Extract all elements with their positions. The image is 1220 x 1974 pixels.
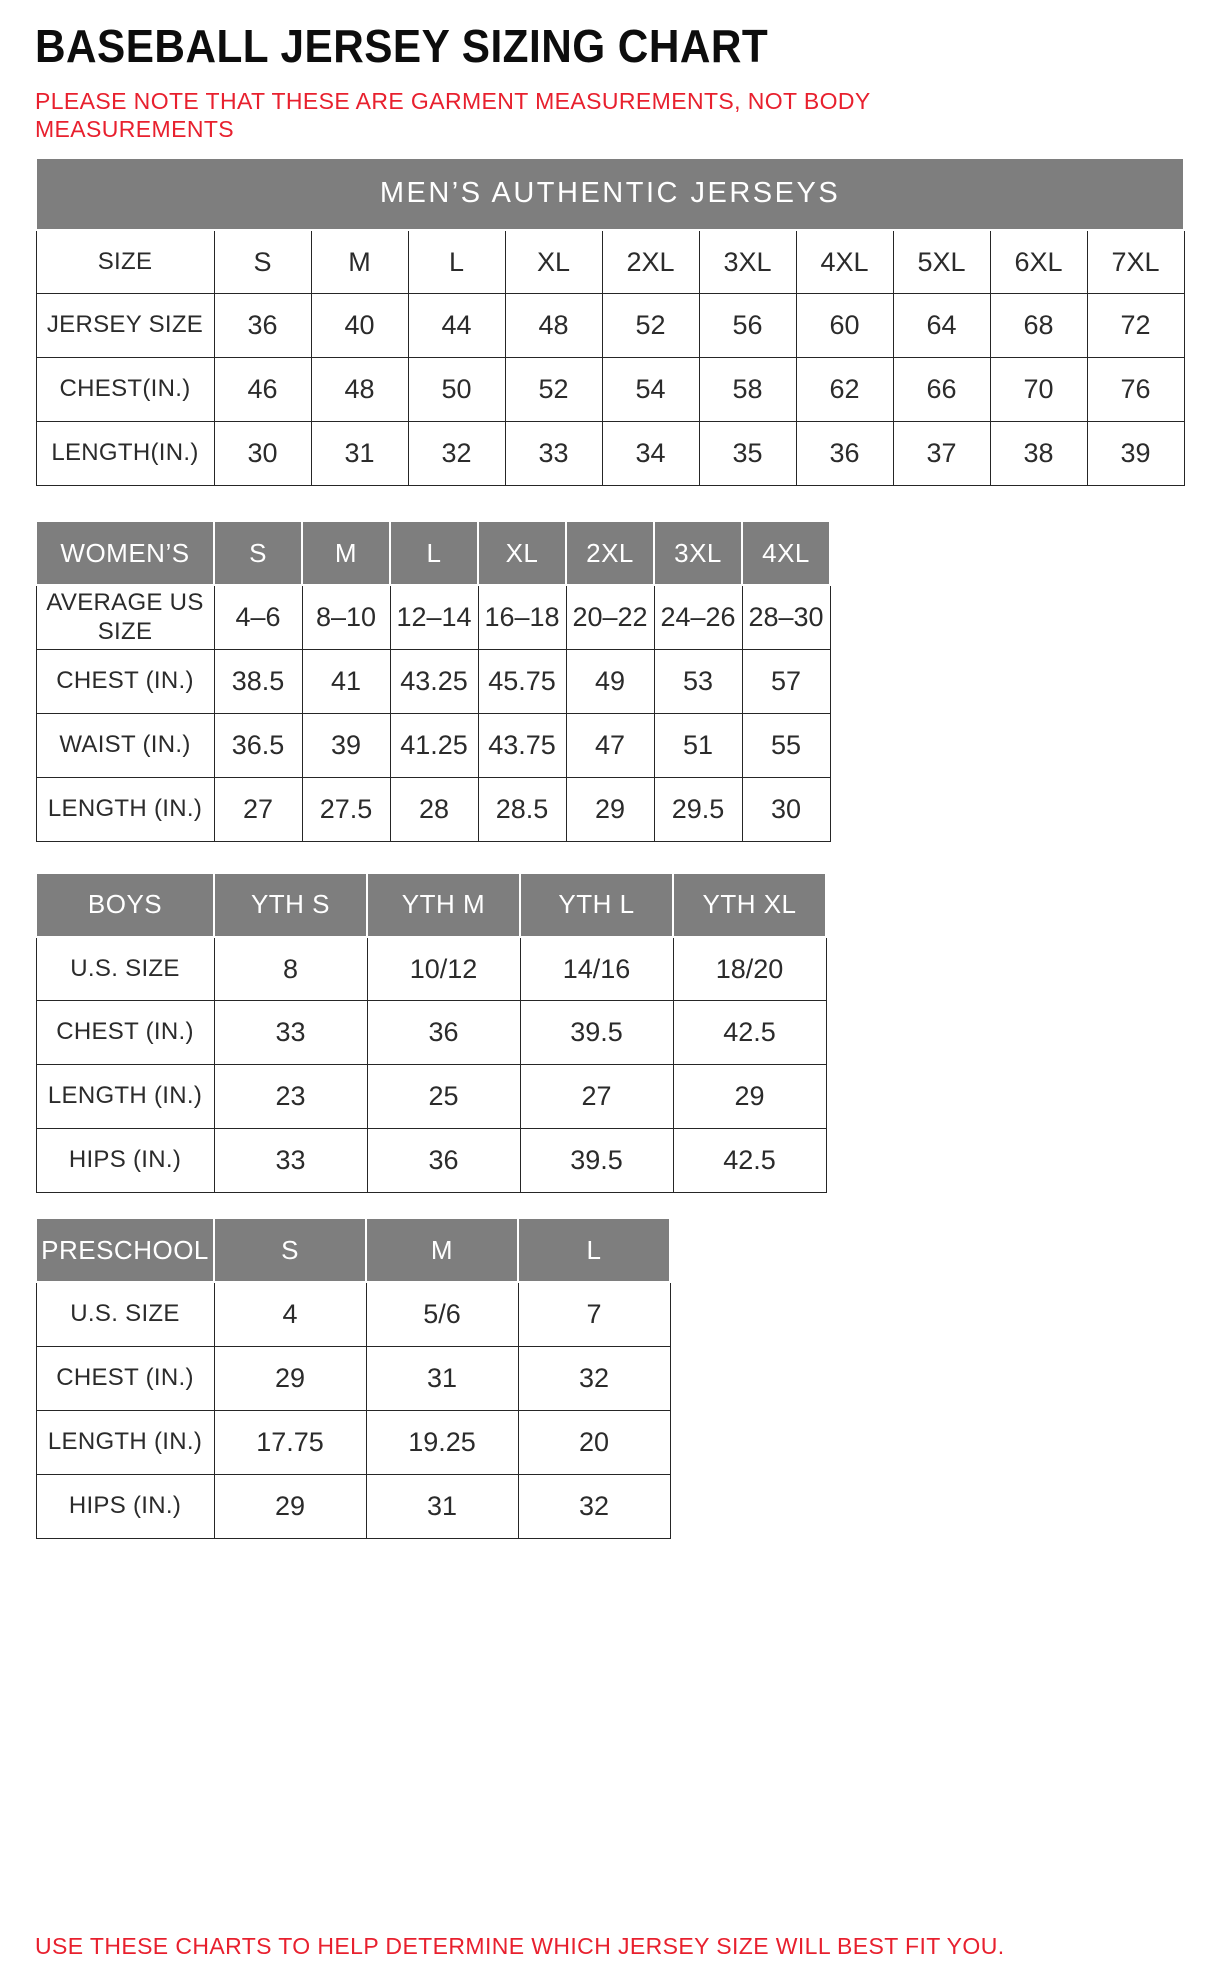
value-cell: 28 [390, 777, 478, 841]
column-header: YTH XL [673, 873, 826, 937]
row-label: SIZE [36, 230, 214, 294]
size-cell: 2XL [602, 230, 699, 294]
table-row [36, 585, 830, 649]
table-row [36, 422, 1184, 486]
preschool-table-title: PRESCHOOL [36, 1218, 214, 1282]
value-cell: 28–30 [742, 585, 830, 649]
row-label: WAIST (IN.) [36, 713, 214, 777]
value-cell: 33 [505, 422, 602, 486]
value-cell: 4–6 [214, 585, 302, 649]
size-cell: XL [505, 230, 602, 294]
value-cell: 35 [699, 422, 796, 486]
value-cell: 29 [214, 1346, 366, 1410]
row-label: LENGTH(IN.) [36, 422, 214, 486]
value-cell: 32 [518, 1346, 670, 1410]
measurement-note: PLEASE NOTE THAT THESE ARE GARMENT MEASUREMENTS, NOT BODY MEASUREMENTS [35, 87, 871, 142]
value-cell: 33 [214, 1001, 367, 1065]
boys-table-title: BOYS [36, 873, 214, 937]
value-cell: 48 [311, 358, 408, 422]
value-cell: 42.5 [673, 1001, 826, 1065]
value-cell: 39.5 [520, 1001, 673, 1065]
value-cell: 70 [990, 358, 1087, 422]
table-header-row [36, 1218, 670, 1282]
value-cell: 44 [408, 294, 505, 358]
value-cell: 29.5 [654, 777, 742, 841]
value-cell: 24–26 [654, 585, 742, 649]
table-row [36, 777, 830, 841]
value-cell: 50 [408, 358, 505, 422]
page-title: BASEBALL JERSEY SIZING CHART [35, 20, 769, 72]
value-cell: 18/20 [673, 937, 826, 1001]
value-cell: 27 [520, 1065, 673, 1129]
value-cell: 10/12 [367, 937, 520, 1001]
table-row [36, 649, 830, 713]
value-cell: 54 [602, 358, 699, 422]
size-cell: L [408, 230, 505, 294]
value-cell: 30 [742, 777, 830, 841]
value-cell: 20–22 [566, 585, 654, 649]
row-label: LENGTH (IN.) [36, 777, 214, 841]
value-cell: 19.25 [366, 1410, 518, 1474]
value-cell: 55 [742, 713, 830, 777]
value-cell: 42.5 [673, 1129, 826, 1193]
column-header: M [302, 521, 390, 585]
row-label: LENGTH (IN.) [36, 1065, 214, 1129]
value-cell: 43.25 [390, 649, 478, 713]
size-cell: 5XL [893, 230, 990, 294]
row-label: U.S. SIZE [36, 937, 214, 1001]
column-header: L [390, 521, 478, 585]
value-cell: 34 [602, 422, 699, 486]
size-cell: 7XL [1087, 230, 1184, 294]
row-label: LENGTH (IN.) [36, 1410, 214, 1474]
value-cell: 31 [366, 1474, 518, 1538]
value-cell: 33 [214, 1129, 367, 1193]
row-label: CHEST(IN.) [36, 358, 214, 422]
value-cell: 46 [214, 358, 311, 422]
row-label: HIPS (IN.) [36, 1474, 214, 1538]
row-label: JERSEY SIZE [36, 294, 214, 358]
table-row [36, 1001, 826, 1065]
value-cell: 5/6 [366, 1282, 518, 1346]
value-cell: 17.75 [214, 1410, 366, 1474]
row-label: HIPS (IN.) [36, 1129, 214, 1193]
value-cell: 25 [367, 1065, 520, 1129]
column-header: YTH M [367, 873, 520, 937]
value-cell: 60 [796, 294, 893, 358]
value-cell: 51 [654, 713, 742, 777]
value-cell: 52 [505, 358, 602, 422]
value-cell: 36 [214, 294, 311, 358]
value-cell: 12–14 [390, 585, 478, 649]
column-header: YTH L [520, 873, 673, 937]
value-cell: 64 [893, 294, 990, 358]
table-row [36, 230, 1184, 294]
mens-sizing-table [35, 157, 1185, 487]
value-cell: 38.5 [214, 649, 302, 713]
size-cell: 6XL [990, 230, 1087, 294]
value-cell: 53 [654, 649, 742, 713]
value-cell: 40 [311, 294, 408, 358]
value-cell: 52 [602, 294, 699, 358]
value-cell: 72 [1087, 294, 1184, 358]
value-cell: 14/16 [520, 937, 673, 1001]
value-cell: 8 [214, 937, 367, 1001]
row-label: CHEST (IN.) [36, 649, 214, 713]
column-header: XL [478, 521, 566, 585]
value-cell: 38 [990, 422, 1087, 486]
column-header: L [518, 1218, 670, 1282]
value-cell: 58 [699, 358, 796, 422]
value-cell: 8–10 [302, 585, 390, 649]
value-cell: 66 [893, 358, 990, 422]
value-cell: 37 [893, 422, 990, 486]
value-cell: 56 [699, 294, 796, 358]
value-cell: 29 [214, 1474, 366, 1538]
value-cell: 4 [214, 1282, 366, 1346]
value-cell: 57 [742, 649, 830, 713]
size-cell: S [214, 230, 311, 294]
value-cell: 32 [408, 422, 505, 486]
value-cell: 39 [1087, 422, 1184, 486]
value-cell: 30 [214, 422, 311, 486]
value-cell: 39.5 [520, 1129, 673, 1193]
value-cell: 36 [367, 1001, 520, 1065]
value-cell: 45.75 [478, 649, 566, 713]
value-cell: 36 [367, 1129, 520, 1193]
value-cell: 36.5 [214, 713, 302, 777]
table-row [36, 1346, 670, 1410]
table-row [36, 1065, 826, 1129]
womens-table-title: WOMEN’S [36, 521, 214, 585]
value-cell: 28.5 [478, 777, 566, 841]
value-cell: 49 [566, 649, 654, 713]
column-header: 4XL [742, 521, 830, 585]
value-cell: 20 [518, 1410, 670, 1474]
column-header: S [214, 1218, 366, 1282]
value-cell: 31 [311, 422, 408, 486]
value-cell: 32 [518, 1474, 670, 1538]
value-cell: 27.5 [302, 777, 390, 841]
value-cell: 39 [302, 713, 390, 777]
table-header-row [36, 158, 1184, 230]
table-row [36, 937, 826, 1001]
value-cell: 29 [673, 1065, 826, 1129]
size-cell: M [311, 230, 408, 294]
table-row [36, 1474, 670, 1538]
value-cell: 41.25 [390, 713, 478, 777]
table-row [36, 1282, 670, 1346]
row-label: AVERAGE US SIZE [36, 585, 214, 649]
value-cell: 29 [566, 777, 654, 841]
table-row [36, 1129, 826, 1193]
table-row [36, 713, 830, 777]
row-label: CHEST (IN.) [36, 1346, 214, 1410]
preschool-sizing-table [35, 1217, 671, 1539]
value-cell: 47 [566, 713, 654, 777]
column-header: YTH S [214, 873, 367, 937]
value-cell: 43.75 [478, 713, 566, 777]
table-header-row [36, 873, 826, 937]
table-row [36, 294, 1184, 358]
table-header-row [36, 521, 830, 585]
value-cell: 36 [796, 422, 893, 486]
column-header: 3XL [654, 521, 742, 585]
size-cell: 4XL [796, 230, 893, 294]
value-cell: 48 [505, 294, 602, 358]
table-row [36, 1410, 670, 1474]
column-header: S [214, 521, 302, 585]
column-header: M [366, 1218, 518, 1282]
size-cell: 3XL [699, 230, 796, 294]
womens-sizing-table [35, 520, 831, 842]
table-row [36, 358, 1184, 422]
mens-table-title: MEN’S AUTHENTIC JERSEYS [36, 158, 1184, 230]
column-header: 2XL [566, 521, 654, 585]
value-cell: 62 [796, 358, 893, 422]
value-cell: 68 [990, 294, 1087, 358]
footer-note: USE THESE CHARTS TO HELP DETERMINE WHICH JERSEY SIZE WILL BEST FIT YOU. [35, 1933, 1005, 1959]
value-cell: 27 [214, 777, 302, 841]
value-cell: 31 [366, 1346, 518, 1410]
value-cell: 76 [1087, 358, 1184, 422]
value-cell: 16–18 [478, 585, 566, 649]
row-label: CHEST (IN.) [36, 1001, 214, 1065]
value-cell: 7 [518, 1282, 670, 1346]
boys-sizing-table [35, 872, 827, 1194]
value-cell: 41 [302, 649, 390, 713]
value-cell: 23 [214, 1065, 367, 1129]
row-label: U.S. SIZE [36, 1282, 214, 1346]
